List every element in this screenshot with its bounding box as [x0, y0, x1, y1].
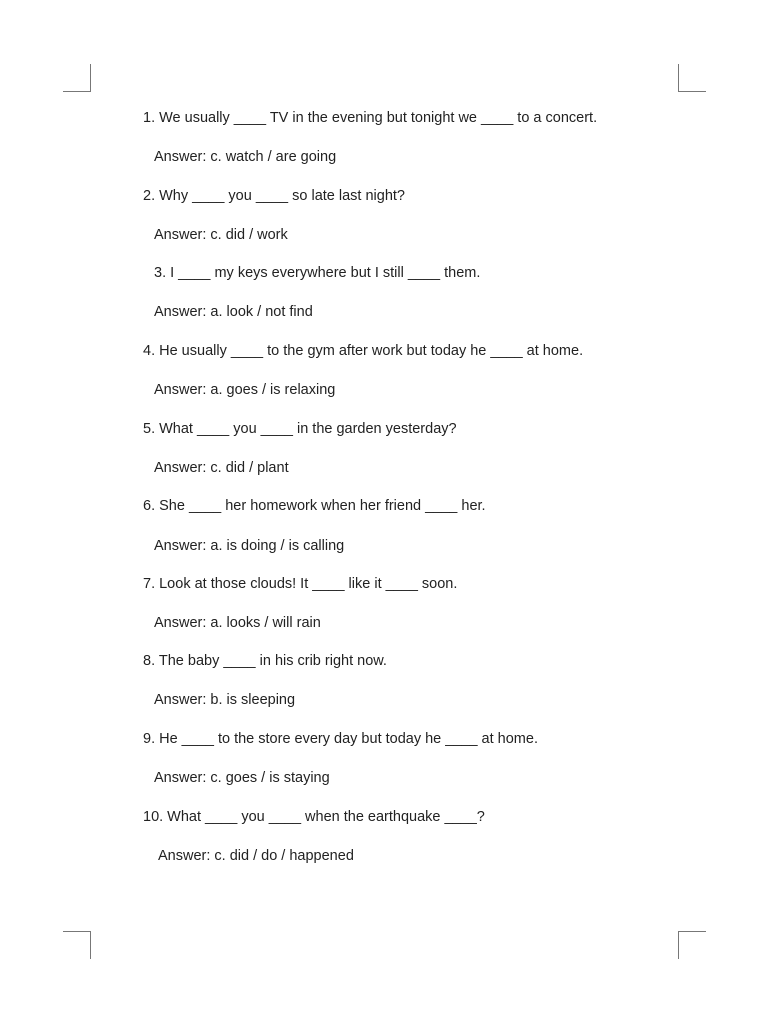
- question-3: 3. I ____ my keys everywhere but I still ____ them.: [154, 265, 481, 281]
- crop-mark-top-right: [678, 64, 706, 92]
- answer-9: Answer: c. goes / is staying: [154, 770, 330, 786]
- crop-mark-top-left: [63, 64, 91, 92]
- question-6: 6. She ____ her homework when her friend ____ her.: [143, 498, 486, 514]
- question-2: 2. Why ____ you ____ so late last night?: [143, 188, 405, 204]
- question-10: 10. What ____ you ____ when the earthquake ____?: [143, 809, 485, 825]
- answer-3: Answer: a. look / not find: [154, 304, 313, 320]
- answer-1: Answer: c. watch / are going: [154, 149, 337, 165]
- answer-5: Answer: c. did / plant: [154, 460, 289, 476]
- answer-4: Answer: a. goes / is relaxing: [154, 382, 336, 398]
- question-9: 9. He ____ to the store every day but today he ____ at home.: [143, 731, 538, 747]
- question-5: 5. What ____ you ____ in the garden yesterday?: [143, 421, 457, 437]
- answer-6: Answer: a. is doing / is calling: [154, 538, 345, 554]
- question-4: 4. He usually ____ to the gym after work but today he ____ at home.: [143, 343, 584, 359]
- crop-mark-bottom-left: [63, 931, 91, 959]
- answer-2: Answer: c. did / work: [154, 227, 288, 243]
- question-1: 1. We usually ____ TV in the evening but tonight we ____ to a concert.: [143, 110, 598, 126]
- answer-7: Answer: a. looks / will rain: [154, 615, 321, 631]
- question-7: 7. Look at those clouds! It ____ like it ____ soon.: [143, 576, 458, 592]
- answer-10: Answer: c. did / do / happened: [158, 848, 354, 864]
- answer-8: Answer: b. is sleeping: [154, 692, 296, 708]
- question-8: 8. The baby ____ in his crib right now.: [143, 653, 387, 669]
- crop-mark-bottom-right: [678, 931, 706, 959]
